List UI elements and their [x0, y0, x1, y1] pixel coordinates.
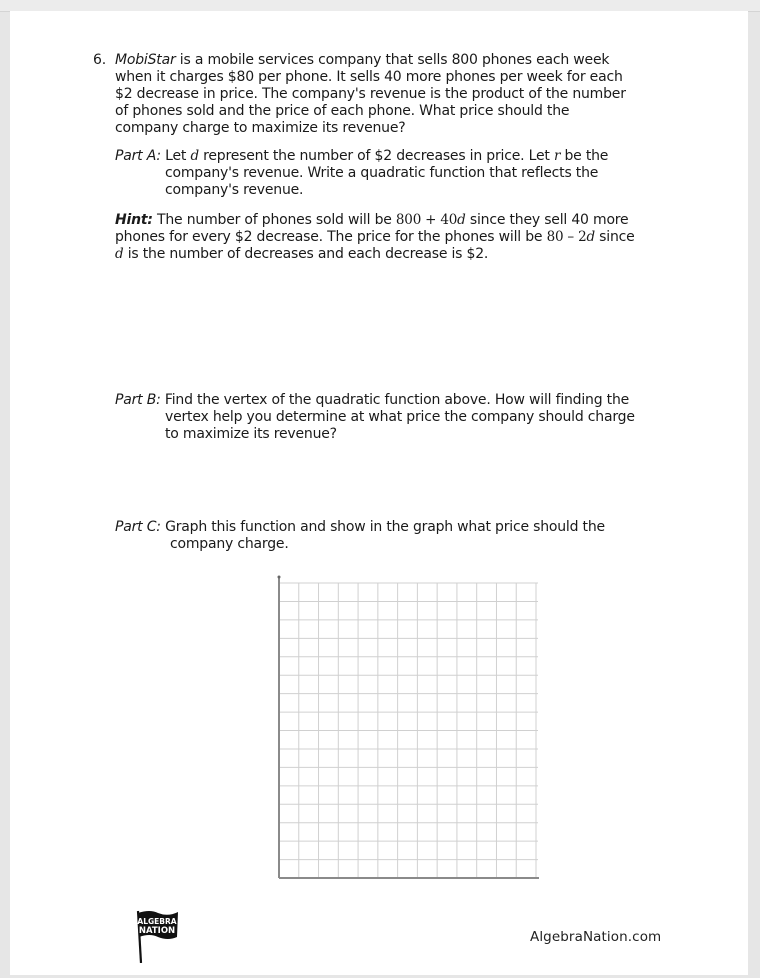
question-body: MobiStar is a mobile services company that sells 800 phones each week when it charges $80 per phone. It sells 40 more phones per week for each $2 decrease in price. The company's revenue is the product of the number of phones sold and the price of each phone. What price should the company charge to maximize its revenue? [115, 52, 626, 136]
part-b: Part B: Find the vertex of the quadratic function above. How will finding the vertex help you determine at what price the company should charge to maximize its revenue? [115, 392, 635, 442]
hint-label: Hint: [115, 212, 153, 228]
svg-text:ALGEBRA: ALGEBRA [137, 917, 177, 926]
algebra-nation-logo [128, 905, 178, 961]
company-name: MobiStar [115, 52, 176, 68]
part-c-label: Part C: [115, 519, 161, 535]
hint: Hint: The number of phones sold will be 800 + 40d since they sell 40 more phones for every $2 decrease. The price for the phones will be 80 – 2d since d is the number of decreases and each decrease is $2. [115, 212, 635, 262]
flag-icon [128, 905, 178, 963]
svg-text:NATION: NATION [138, 926, 176, 936]
question-6 [93, 52, 653, 137]
part-c: Part C: Graph this function and show in the graph what price should the company charge. [115, 519, 605, 552]
question-number: 6. [93, 52, 106, 68]
part-a: Part A: Let d represent the number of $2 decreases in price. Let r be the company's revenue. Write a quadratic function that reflects the company's revenue. [115, 148, 609, 198]
part-b-label: Part B: [115, 392, 161, 408]
part-a-label: Part A: [115, 148, 161, 164]
graph-grid-lines [268, 567, 543, 882]
footer-site-link[interactable]: AlgebraNation.com [530, 929, 662, 945]
graph-grid[interactable] [268, 567, 526, 867]
